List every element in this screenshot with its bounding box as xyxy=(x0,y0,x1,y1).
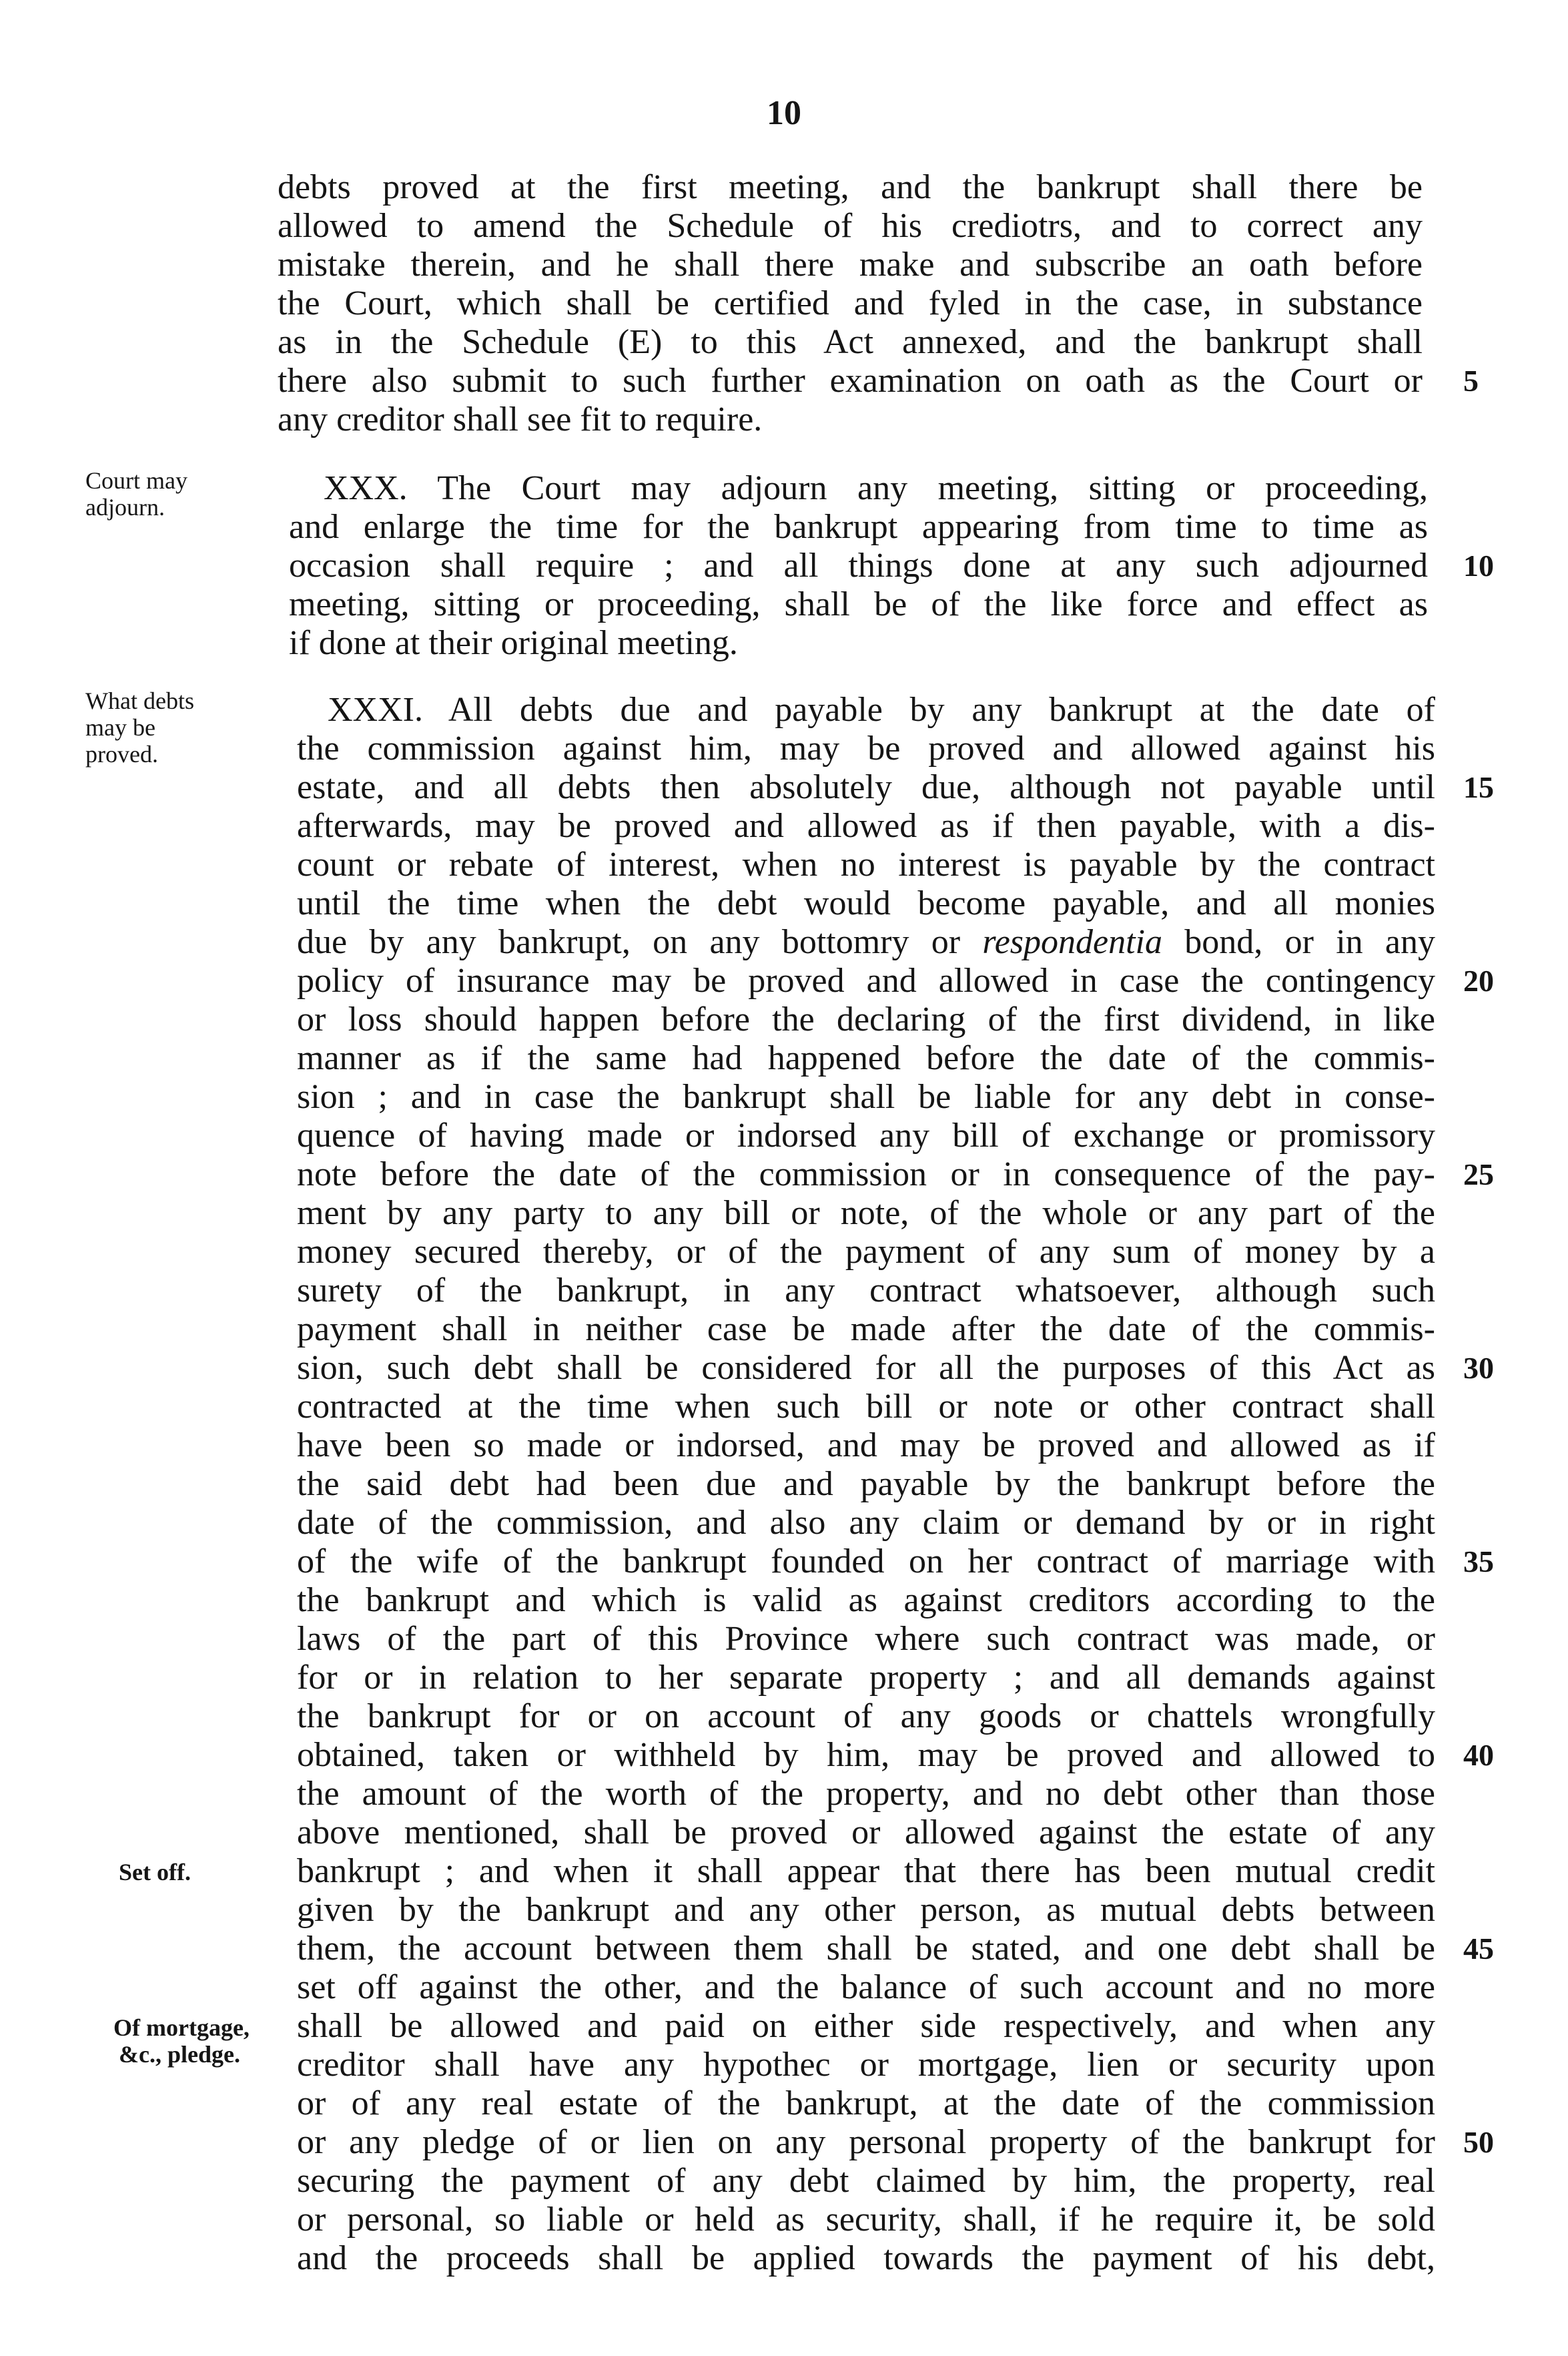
text-line: creditor shall have any hypothec or mortgage, lien or security upon xyxy=(297,2046,1435,2084)
line-number: 30 xyxy=(1463,1351,1494,1385)
text-line: set off against the other, and the balance of such account and no more xyxy=(297,1968,1435,2006)
text-line: and enlarge the time for the bankrupt appearing from time to time as xyxy=(289,508,1428,546)
text-line: manner as if the same had happened before the date of the commis- xyxy=(297,1039,1435,1077)
text-segment: due by any bankrupt, on any bottomry or xyxy=(297,923,961,961)
line-number: 40 xyxy=(1463,1738,1494,1772)
text-line: payment shall in neither case be made after the date of the commis- xyxy=(297,1310,1435,1348)
text-line: given by the bankrupt and any other person, as mutual debts between xyxy=(297,1891,1435,1929)
line-number: 45 xyxy=(1463,1932,1494,1966)
text-line: obtained, taken or withheld by him, may be proved and allowed to xyxy=(297,1736,1435,1774)
line-number: 15 xyxy=(1463,770,1494,804)
text-line: there also submit to such further examination on oath as the Court or xyxy=(278,362,1423,400)
text-line: mistake therein, and he shall there make and subscribe an oath before xyxy=(278,246,1423,284)
line-number: 35 xyxy=(1463,1544,1494,1578)
margin-note-line: adjourn. xyxy=(85,494,165,521)
text-line: count or rebate of interest, when no interest is payable by the contract xyxy=(297,846,1435,884)
text-line: have been so made or indorsed, and may be proved and allowed as if xyxy=(297,1426,1435,1464)
text-line: of the wife of the bankrupt founded on her contract of marriage with xyxy=(297,1542,1435,1580)
text-line: if done at their original meeting. xyxy=(289,624,738,662)
text-line: until the time when the debt would become payable, and all monies xyxy=(297,884,1435,922)
text-line: or personal, so liable or held as security, shall, if he require it, be sold xyxy=(297,2200,1435,2239)
text-line: and the proceeds shall be applied towards the payment of his debt, xyxy=(297,2239,1435,2277)
text-line: debts proved at the first meeting, and the bankrupt shall there be xyxy=(278,168,1423,206)
text-line: date of the commission, and also any claim or demand by or in right xyxy=(297,1504,1435,1542)
text-segment: bond, or in any xyxy=(1184,923,1436,961)
text-line: the said debt had been due and payable by the bankrupt before the xyxy=(297,1465,1435,1503)
text-line: meeting, sitting or proceeding, shall be of the like force and effect as xyxy=(289,585,1428,623)
italic-term-respondentia: respondentia xyxy=(982,923,1162,961)
text-line: securing the payment of any debt claimed by him, the property, real xyxy=(297,2162,1435,2200)
margin-note-line: proved. xyxy=(85,741,158,768)
text-line: the Court, which shall be certified and fyled in the case, in substance xyxy=(278,284,1423,322)
margin-note-line: What debts xyxy=(85,687,194,714)
line-number: 20 xyxy=(1463,964,1494,998)
text-line xyxy=(297,923,1435,962)
text-line: the bankrupt for or on account of any goods or chattels wrongfully xyxy=(297,1697,1435,1735)
text-line: ment by any party to any bill or note, of the whole or any part of the xyxy=(297,1194,1435,1232)
text-line: money secured thereby, or of the payment of any sum of money by a xyxy=(297,1233,1435,1271)
text-line: policy of insurance may be proved and allowed in case the contingency xyxy=(297,962,1435,1000)
text-line: sion ; and in case the bankrupt shall be liable for any debt in conse- xyxy=(297,1078,1435,1116)
text-line: the bankrupt and which is valid as against creditors according to the xyxy=(297,1581,1435,1619)
text-line: the amount of the worth of the property, and no debt other than those xyxy=(297,1775,1435,1813)
text-line: shall be allowed and paid on either side respectively, and when any xyxy=(297,2007,1435,2045)
text-line: any creditor shall see fit to require. xyxy=(278,400,763,438)
line-number: 10 xyxy=(1463,549,1494,583)
page-number: 10 xyxy=(767,94,801,132)
text-line: XXX. The Court may adjourn any meeting, sitting or proceeding, xyxy=(324,469,1428,507)
text-line: or of any real estate of the bankrupt, at the date of the commission xyxy=(297,2084,1435,2122)
text-line: occasion shall require ; and all things done at any such adjourned xyxy=(289,547,1428,585)
text-line: surety of the bankrupt, in any contract whatsoever, although such xyxy=(297,1271,1435,1309)
text-line: note before the date of the commission or in consequence of the pay- xyxy=(297,1155,1435,1193)
text-line: XXXI. All debts due and payable by any bankrupt at the date of xyxy=(328,691,1435,729)
text-line: allowed to amend the Schedule of his crediotrs, and to correct any xyxy=(278,207,1423,245)
margin-note-line: may be xyxy=(85,714,155,741)
text-line: or any pledge of or lien on any personal property of the bankrupt for xyxy=(297,2123,1435,2161)
text-line: afterwards, may be proved and allowed as if then payable, with a dis- xyxy=(297,807,1435,845)
margin-note-line: Set off. xyxy=(119,1859,191,1885)
line-number: 50 xyxy=(1463,2125,1494,2159)
text-line: laws of the part of this Province where such contract was made, or xyxy=(297,1620,1435,1658)
line-number: 5 xyxy=(1463,364,1479,398)
text-line: or loss should happen before the declaring of the first dividend, in like xyxy=(297,1000,1435,1039)
margin-note-line: &c., pledge. xyxy=(119,2041,240,2068)
text-line: as in the Schedule (E) to this Act annexed, and the bankrupt shall xyxy=(278,323,1423,361)
text-line: sion, such debt shall be considered for all the purposes of this Act as xyxy=(297,1349,1435,1387)
text-line: quence of having made or indorsed any bill of exchange or promissory xyxy=(297,1117,1435,1155)
text-line: for or in relation to her separate property ; and all demands against xyxy=(297,1659,1435,1697)
text-line: above mentioned, shall be proved or allowed against the estate of any xyxy=(297,1813,1435,1851)
text-line: contracted at the time when such bill or note or other contract shall xyxy=(297,1388,1435,1426)
margin-note-line: Court may xyxy=(85,467,187,494)
text-line: estate, and all debts then absolutely due, although not payable until xyxy=(297,768,1435,806)
margin-note-line: Of mortgage, xyxy=(113,2014,250,2041)
text-line: bankrupt ; and when it shall appear that there has been mutual credit xyxy=(297,1852,1435,1890)
line-number: 25 xyxy=(1463,1157,1494,1191)
text-line: the commission against him, may be proved and allowed against his xyxy=(297,729,1435,768)
text-line: them, the account between them shall be stated, and one debt shall be xyxy=(297,1930,1435,1968)
